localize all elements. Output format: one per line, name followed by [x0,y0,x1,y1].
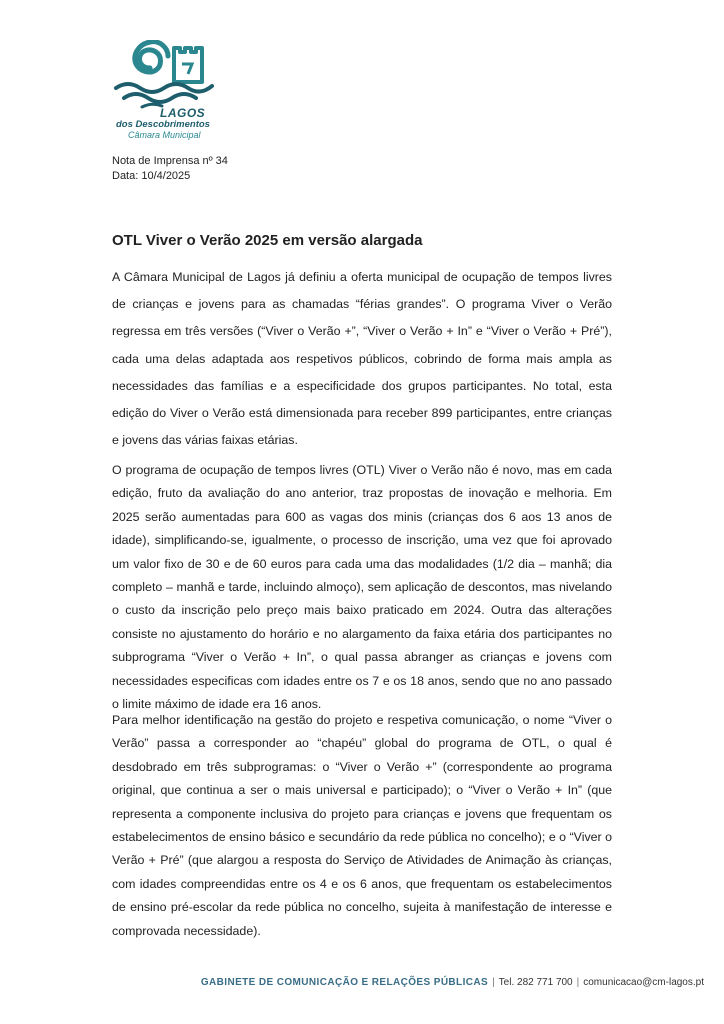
article-body-paragraph-3 [112,709,612,943]
article-body-paragraph-2 [112,459,612,716]
page-footer [201,977,704,988]
press-release-date: Data: 10/4/2025 [112,170,191,182]
paragraph-text: O programa de ocupação de tempos livres (OTL) Viver o Verão não é novo, mas em cada edição, fruto da avaliação do ano anterior, traz propostas de inovação e melhoria. Em 2025 serão aumentadas para 600 as vagas dos minis (crianças dos 6 aos 13 anos de idade), simplificando-se, igualmente, o processo de inscrição, uma vez que foi aprovado um valor fixo de 30 e de 60 euros para cada uma das modalidades (1/2 dia – manhã; dia completo – manhã e tarde, incluindo almoço), sem aplicação de descontos, mas nivelando o custo da inscrição pelo preço mais baixo praticado em 2024. Outra das alterações consiste no ajustamento do horário e no alargamento da faixa etária dos participantes no subprograma “Viver o Verão + In”, o qual passa abranger as crianças e jovens com necessidades especificas com idades entre os 7 e os 18 anos, sendo que no ano passado o limite máximo de idade era 16 anos. [112,463,612,712]
paragraph-text: Para melhor identificação na gestão do projeto e respetiva comunicação, o nome “Viver o Verão” passa a corresponder ao “chapéu” global do programa de OTL, o qual é desdobrado em três subprogramas: o “Viver o Verão +” (correspondente ao programa original, que continua a ser o mais universal e participado); o “Viver o Verão + In” (que representa a componente inclusiva do projeto para crianças e jovens que frequentam os estabelecimentos de ensino básico e secundário da rede pública no concelho); e o “Viver o Verão + Pré” (que alargou a resposta do Serviço de Atividades de Animação às crianças, com idades compreendidas entre os 4 e os 6 anos, que frequentam os estabelecimentos de ensino pré-escolar da rede pública no concelho, sujeita à manifestação de interesse e comprovada necessidade). [112,713,612,938]
article-body-paragraph-1 [112,264,612,454]
municipal-logo [112,40,222,140]
article-title: OTL Viver o Verão 2025 em versão alargada [112,232,423,249]
footer-separator: | [492,977,495,988]
press-release-meta [112,154,228,184]
footer-department: GABINETE DE COMUNICAÇÃO E RELAÇÕES PÚBLICAS [200,977,489,988]
press-release-number: Nota de Imprensa nº 34 [112,155,228,167]
logo-org: Câmara Municipal [128,130,201,140]
logo-subtitle: dos Descobrimentos [116,119,210,130]
logo-name: LAGOS [160,106,206,120]
footer-separator: | [576,977,580,988]
lagos-emblem-icon [112,40,222,112]
paragraph-text: A Câmara Municipal de Lagos já definiu a oferta municipal de ocupação de tempos livres de crianças e jovens para as chamadas “férias grandes”. O programa Viver o Verão regressa em três versões (“Viver o Verão +”, “Viver o Verão + In” e “Viver o Verão + Pré”), cada uma delas adaptada aos respetivos públicos, cobrindo de forma mais ampla as necessidades das famílias e a especificidade dos grupos participantes. No total, esta edição do Viver o Verão está dimensionada para receber 899 participantes, entre crianças e jovens das várias faixas etárias. [112,270,612,448]
footer-email[interactable]: comunicacao@cm-lagos.pt [583,977,704,988]
footer-phone: Tel. 282 771 700 [498,977,573,988]
